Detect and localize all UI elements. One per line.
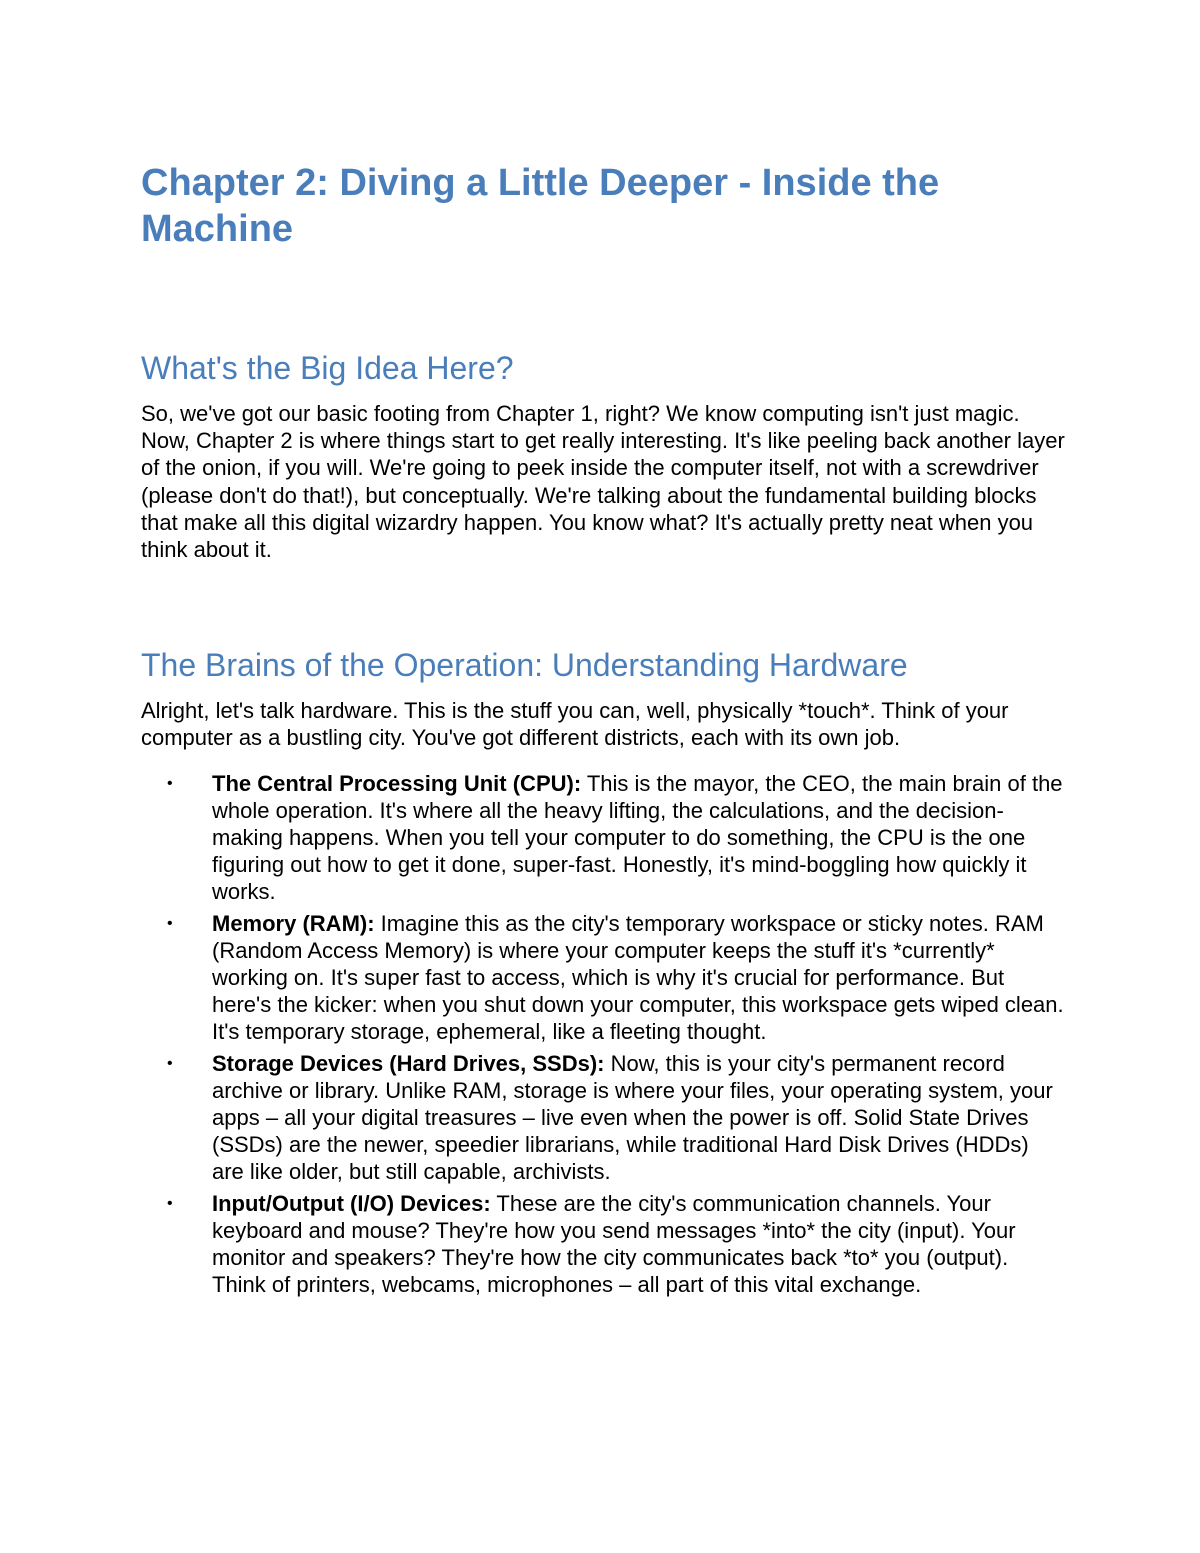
section-heading-big-idea: What's the Big Idea Here? <box>141 350 514 386</box>
list-item-ram <box>141 910 1066 1046</box>
bullet-icon: • <box>167 1194 173 1212</box>
list-item-term: The Central Processing Unit (CPU): <box>212 770 582 796</box>
list-item-text: These are the city's communication channels. Your keyboard and mouse? They're how you send messages *into* the city (input). Your monitor and speakers? They're how the city communicates back *to* you (output). Think of printers, webcams, microphones – all part of this vital exchange. <box>212 1190 1016 1298</box>
section-heading-hardware: The Brains of the Operation: Understanding Hardware <box>141 647 908 684</box>
hardware-intro-paragraph: Alright, let's talk hardware. This is the stuff you can, well, physically *touch*. Think of your computer as a bustling city. You've got different districts, each with its own job. <box>141 698 1009 751</box>
chapter-title: Chapter 2: Diving a Little Deeper - Inside the Machine <box>141 162 940 250</box>
list-item-term: Memory (RAM): <box>212 910 375 936</box>
list-item-term: Input/Output (I/O) Devices: <box>212 1190 491 1216</box>
list-item-cpu <box>141 770 1066 906</box>
list-item-storage <box>141 1050 1066 1186</box>
list-item-text: Imagine this as the city's temporary workspace or sticky notes. RAM (Random Access Memory) is where your computer keeps the stuff it's *currently* working on. It's super fast to access, which is why it's crucial for performance. But here's the kicker: when you shut down your computer, this workspace gets wiped clean. It's temporary storage, ephemeral, like a fleeting thought. <box>212 910 1064 1045</box>
document-content <box>141 160 1066 1302</box>
list-item-io <box>141 1190 1066 1299</box>
list-item-term: Storage Devices (Hard Drives, SSDs): <box>212 1050 605 1076</box>
list-item-text: Now, this is your city's permanent record archive or library. Unlike RAM, storage is where your files, your operating system, your apps – all your digital treasures – live even when the power is off. Solid State Drives (SSDs) are the newer, speedier librarians, while traditional Hard Disk Drives (HDDs) are like older, but still capable, archivists. <box>212 1050 1053 1185</box>
bullet-icon: • <box>167 774 173 792</box>
list-item-text: This is the mayor, the CEO, the main brain of the whole operation. It's where all the heavy lifting, the calculations, and the decision-making happens. When you tell your computer to do something, the CPU is the one figuring out how to get it done, super-fast. Honestly, it's mind-boggling how quickly it works. <box>212 770 1063 905</box>
big-idea-paragraph: So, we've got our basic footing from Chapter 1, right? We know computing isn't just magic. Now, Chapter 2 is where things start to get really interesting. It's like peeling back another layer of the onion, if you will. We're going to peek inside the computer itself, not with a screwdriver (please don't do that!), but conceptually. We're talking about the fundamental building blocks that make all this digital wizardry happen. You know what? It's actually pretty neat when you think about it. <box>141 401 1065 563</box>
bullet-icon: • <box>167 914 173 932</box>
bullet-icon: • <box>167 1054 173 1072</box>
hardware-bullet-list <box>141 770 1066 1299</box>
